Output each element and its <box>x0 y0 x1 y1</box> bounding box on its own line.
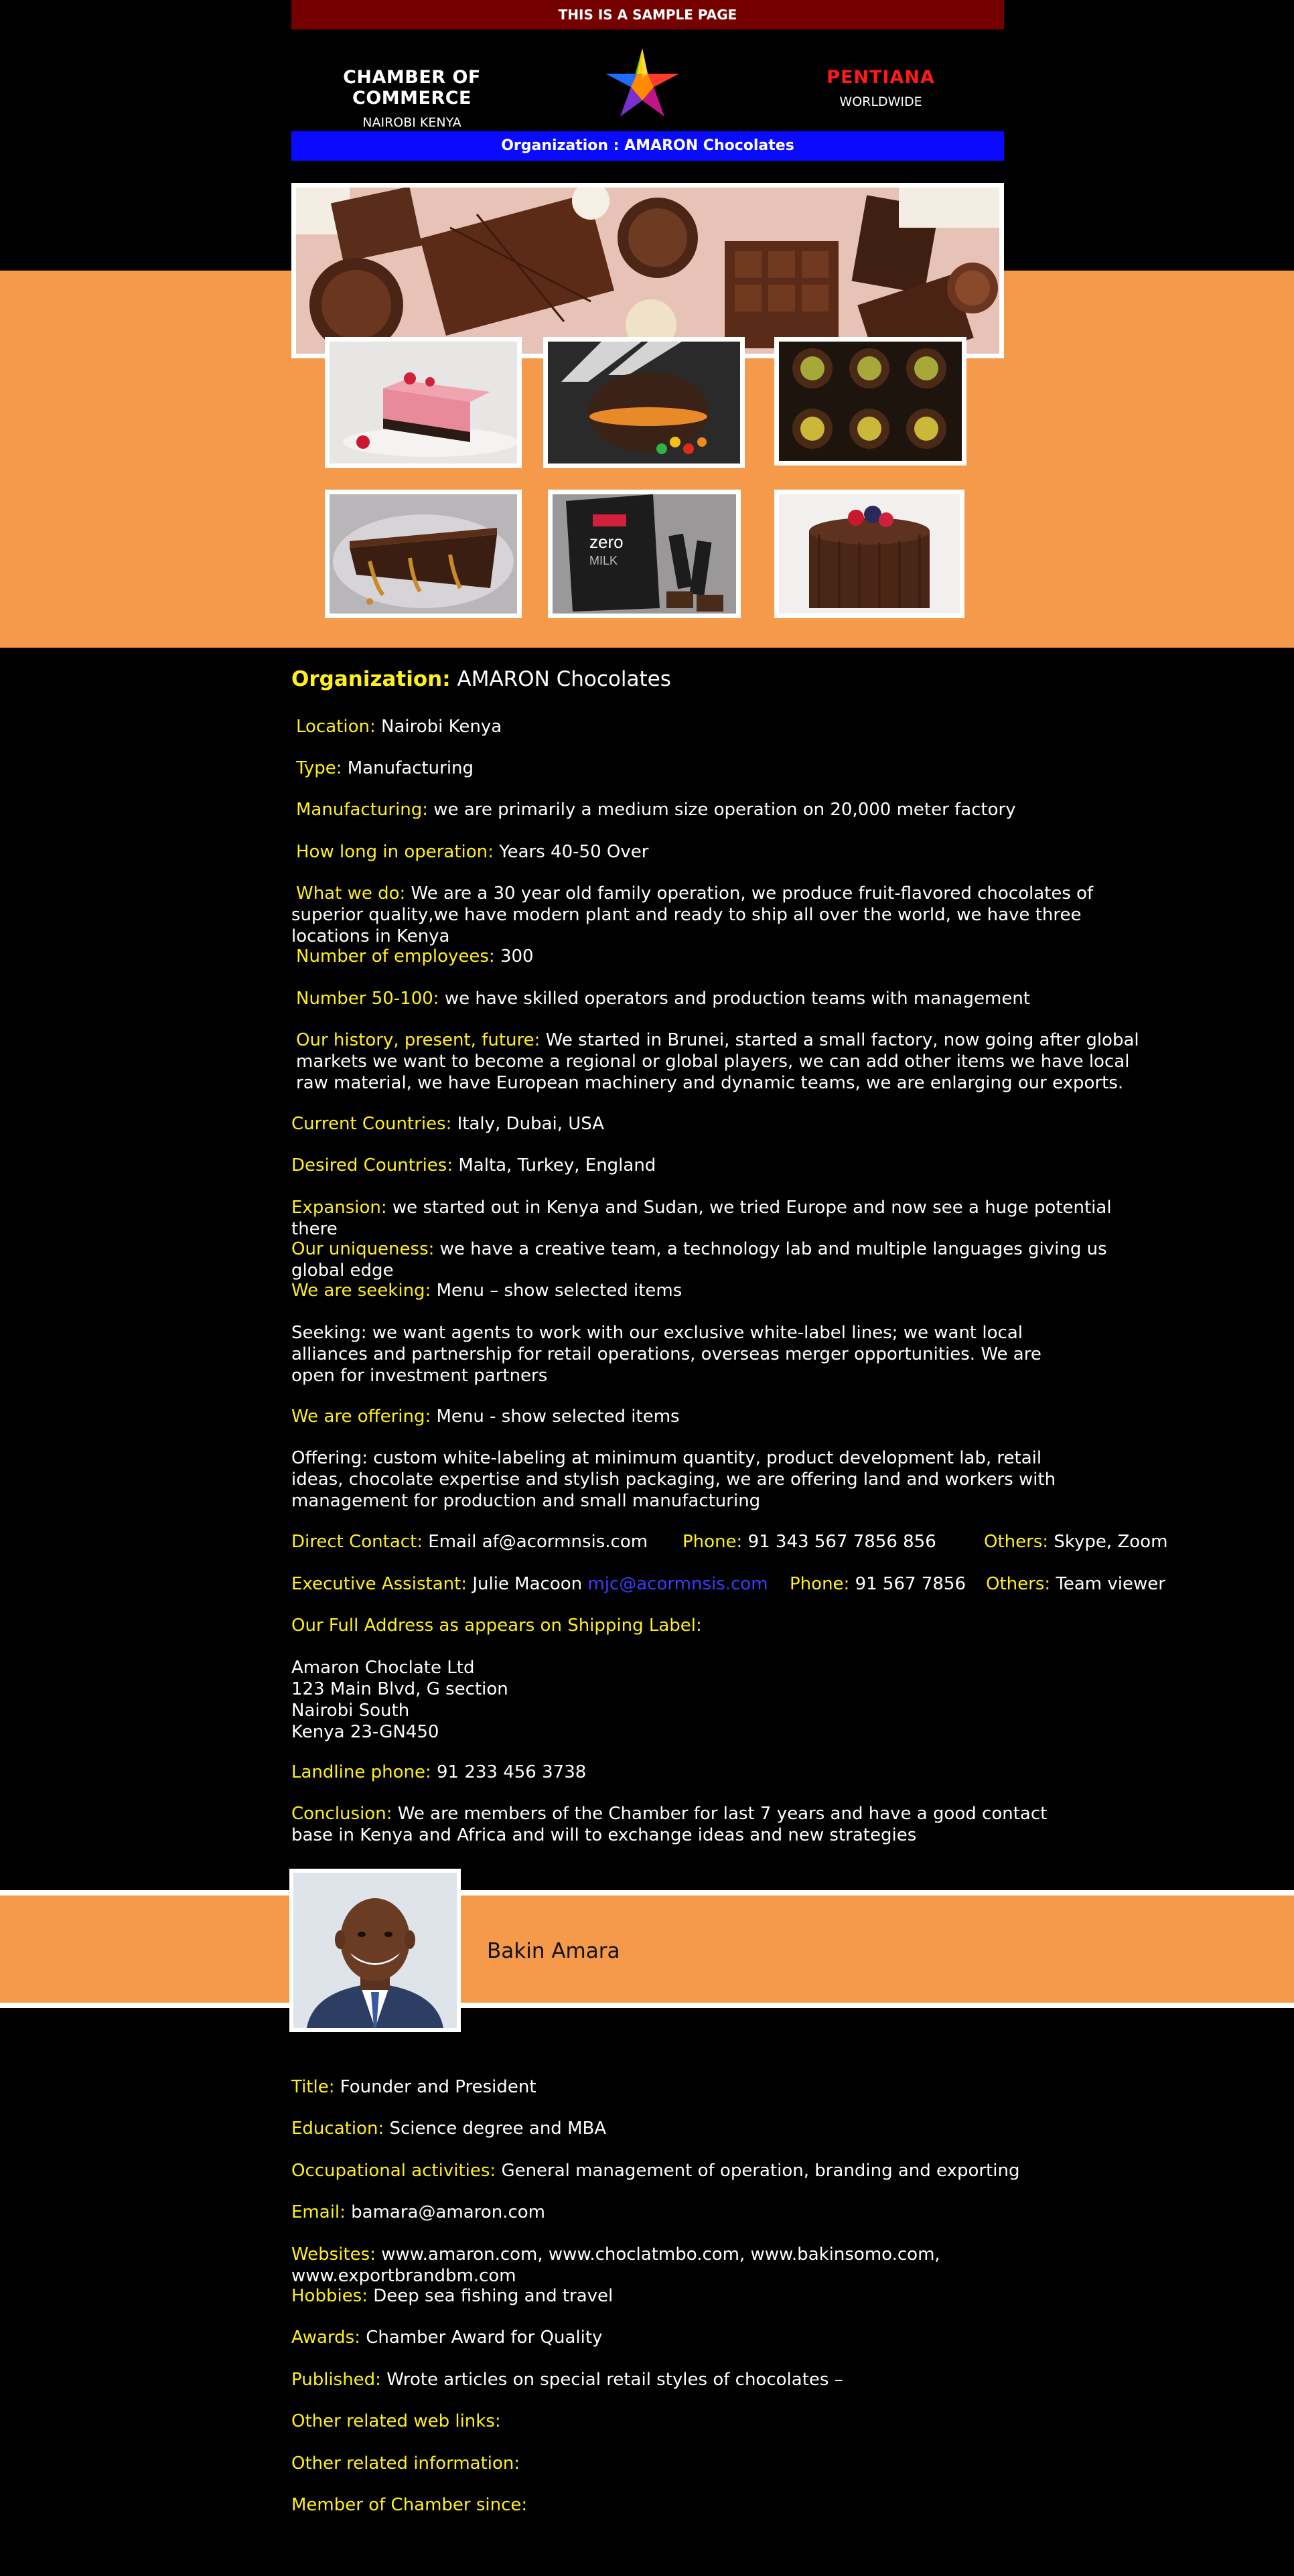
gallery-thumb-6 <box>774 490 964 618</box>
person-name: Bakin Amara <box>487 1939 620 1963</box>
field-current-countries <box>291 1113 1162 1135</box>
field-value: Nairobi Kenya <box>381 717 502 737</box>
field-label: Expansion: <box>291 1198 387 1218</box>
field-seeking <box>291 1280 1162 1301</box>
gallery-thumb-1 <box>325 337 522 468</box>
svg-text:MILK: MILK <box>589 554 618 567</box>
caramel-tart-icon <box>330 494 517 614</box>
person-education <box>291 2118 1162 2139</box>
org-heading <box>291 667 671 691</box>
field-location <box>296 716 1153 737</box>
person-member-since <box>291 2494 1162 2516</box>
field-history <box>296 1029 1143 1094</box>
filled-chocolate-cups-icon <box>779 342 962 461</box>
field-value: We are a 30 year old family operation, we produce fruit-flavored chocolates of superior quality,we have modern plant and ready to ship all over the world, we have three locations in Kenya <box>291 883 1094 946</box>
field-label: Others: <box>984 1532 1049 1552</box>
field-value: 300 <box>500 946 534 967</box>
field-value: Email af@acormnsis.com <box>428 1532 648 1552</box>
field-label: Hobbies: <box>291 2286 368 2306</box>
field-value: Years 40-50 Over <box>499 842 649 862</box>
person-photo <box>289 1869 461 2032</box>
person-published <box>291 2369 1162 2390</box>
gallery-thumb-2 <box>543 337 745 468</box>
org-heading-value: AMARON Chocolates <box>457 667 671 691</box>
field-value: General management of operation, branding and exporting <box>501 2161 1020 2181</box>
field-label: Title: <box>291 2077 335 2097</box>
field-value: 91 233 456 3738 <box>436 1762 587 1782</box>
pentiana-subtitle: WORLDWIDE <box>839 94 922 109</box>
field-label: Executive Assistant: <box>291 1574 468 1594</box>
chamber-title: CHAMBER OF COMMERCE <box>343 67 481 109</box>
address-label: Our Full Address as appears on Shipping Label: <box>291 1616 702 1636</box>
field-label: Education: <box>291 2119 384 2139</box>
field-value: Founder and President <box>340 2077 536 2097</box>
seeking-text: Seeking: we want agents to work with our exclusive white-label lines; we want local alliances and partnership for retail operations, overseas merger opportunities. We are open for investment partners <box>291 1323 1041 1386</box>
field-value: Julie Macoon <box>472 1574 583 1594</box>
field-label: Number 50-100: <box>296 989 439 1009</box>
gallery-thumb-4 <box>325 490 522 618</box>
direct-others <box>984 1531 1167 1553</box>
field-value: we are primarily a medium size operation on 20,000 meter factory <box>433 800 1016 820</box>
svg-text:zero: zero <box>589 532 624 552</box>
person-title <box>291 2076 1162 2098</box>
field-value: Italy, Dubai, USA <box>457 1114 605 1134</box>
field-label: Current Countries: <box>291 1114 452 1134</box>
field-employees <box>296 946 1153 967</box>
pink-cake-icon <box>330 342 517 463</box>
berry-cake-icon <box>779 494 960 614</box>
person-band <box>0 1890 1294 2008</box>
offering-text: Offering: custom white-labeling at minimum quantity, product development lab, retail ideas, chocolate expertise and stylish packaging, we are offering land and workers with management for production and small manufacturing <box>291 1448 1056 1511</box>
sample-banner: THIS IS A SAMPLE PAGE <box>291 0 1004 29</box>
direct-contact <box>291 1531 648 1553</box>
organization-bar: Organization : AMARON Chocolates <box>291 131 1004 161</box>
person-web-links <box>291 2411 1162 2432</box>
whoopie-pie-icon <box>548 342 740 463</box>
field-label: Location: <box>296 717 376 737</box>
chamber-subtitle: NAIROBI KENYA <box>362 115 461 130</box>
field-expansion <box>291 1197 1162 1240</box>
person-other-info <box>291 2453 1162 2474</box>
field-label: Others: <box>986 1574 1051 1594</box>
pentiana-title: PENTIANA <box>826 67 935 88</box>
field-value: Malta, Turkey, England <box>458 1155 656 1175</box>
field-value: We started in Brunei, started a small factory, now going after global markets we want to become a regional or global players, we can add other items we have local raw material, we have European machinery and dynamic teams, we are enlarging our exports. <box>296 1030 1139 1093</box>
chamber-brand <box>291 67 532 130</box>
field-label: Websites: <box>291 2244 376 2265</box>
assistant-email-link[interactable]: mjc@acormnsis.com <box>587 1574 768 1594</box>
field-value: Manufacturing <box>347 758 474 778</box>
address-line: Nairobi South <box>291 1701 410 1721</box>
landline-phone <box>291 1762 586 1783</box>
field-type <box>296 758 1153 779</box>
field-label: Awards: <box>291 2328 360 2348</box>
field-label: Our uniqueness: <box>291 1239 435 1259</box>
field-label: We are offering: <box>291 1407 431 1427</box>
field-value: Science degree and MBA <box>389 2119 607 2139</box>
field-label: Number of employees: <box>296 946 495 967</box>
field-how-long <box>296 841 1153 863</box>
chocolates-illustration-icon <box>296 188 999 354</box>
field-label: Member of Chamber since: <box>291 2495 528 2515</box>
field-label: Landline phone: <box>291 1762 431 1782</box>
conclusion <box>291 1803 1082 1846</box>
field-label: What we do: <box>296 883 406 904</box>
field-offering <box>291 1406 1162 1427</box>
field-uniqueness <box>291 1238 1162 1281</box>
address-block <box>291 1657 508 1743</box>
field-label: Email: <box>291 2202 346 2222</box>
field-label: Other related information: <box>291 2453 520 2474</box>
person-websites <box>291 2244 1162 2287</box>
field-value: Deep sea fishing and travel <box>373 2286 614 2306</box>
field-value: Team viewer <box>1056 1574 1165 1594</box>
field-label: Phone: <box>682 1532 743 1552</box>
field-label: Manufacturing: <box>296 800 429 820</box>
field-label: Type: <box>296 758 342 778</box>
field-value: Menu – show selected items <box>436 1281 682 1301</box>
field-number-50-100 <box>296 988 1153 1009</box>
star-logo-icon <box>603 46 682 121</box>
field-desired-countries <box>291 1155 1162 1176</box>
gallery-thumb-5 <box>548 490 741 618</box>
person-occupation <box>291 2160 1162 2181</box>
pentiana-brand <box>790 67 971 109</box>
address-line: Kenya 23-GN450 <box>291 1722 439 1742</box>
hero-image <box>291 183 1004 358</box>
field-value: Wrote articles on special retail styles of chocolates – <box>386 2370 843 2390</box>
gallery-thumb-3 <box>774 337 966 466</box>
field-label: We are seeking: <box>291 1281 431 1301</box>
field-label: Conclusion: <box>291 1804 392 1824</box>
field-value: we have skilled operators and production teams with management <box>444 989 1030 1009</box>
field-value: 91 343 567 7856 856 <box>747 1532 936 1552</box>
field-value: bamara@amaron.com <box>351 2202 545 2222</box>
field-value: Chamber Award for Quality <box>366 2328 603 2348</box>
assistant-phone <box>790 1573 966 1595</box>
person-email <box>291 2202 1162 2223</box>
field-label: Desired Countries: <box>291 1155 453 1175</box>
field-label: Phone: <box>790 1574 850 1594</box>
field-value: www.amaron.com, www.choclatmbo.com, www.bakinsomo.com, www.exportbrandbm.com <box>291 2244 940 2286</box>
field-value: Skype, Zoom <box>1054 1532 1168 1552</box>
field-value: We are members of the Chamber for last 7 years and have a good contact base in Kenya and Africa and will to exchange ideas and new strategies <box>291 1804 1048 1845</box>
field-label: How long in operation: <box>296 842 494 862</box>
field-value: Menu - show selected items <box>436 1407 680 1427</box>
chocolate-pack-icon <box>553 494 736 614</box>
direct-phone <box>682 1531 936 1553</box>
field-value: we have a creative team, a technology lab and multiple languages giving us global edge <box>291 1239 1107 1281</box>
field-manufacturing <box>296 799 1153 820</box>
person-hobbies <box>291 2285 1162 2307</box>
address-line: Amaron Choclate Ltd <box>291 1658 475 1678</box>
person-portrait-icon <box>293 1873 457 2028</box>
field-value: we started out in Kenya and Sudan, we tried Europe and now see a huge potential there <box>291 1198 1112 1239</box>
field-label: Occupational activities: <box>291 2161 496 2181</box>
field-label: Our history, present, future: <box>296 1030 541 1050</box>
assistant-others <box>986 1573 1165 1595</box>
address-line: 123 Main Blvd, G section <box>291 1679 508 1699</box>
field-label: Direct Contact: <box>291 1532 423 1552</box>
executive-assistant <box>291 1573 768 1595</box>
person-awards <box>291 2327 1162 2348</box>
field-label: Other related web links: <box>291 2411 501 2431</box>
field-label: Published: <box>291 2370 381 2390</box>
org-heading-label: Organization: <box>291 667 451 691</box>
field-value: 91 567 7856 <box>855 1574 966 1594</box>
field-what-we-do <box>291 883 1142 947</box>
